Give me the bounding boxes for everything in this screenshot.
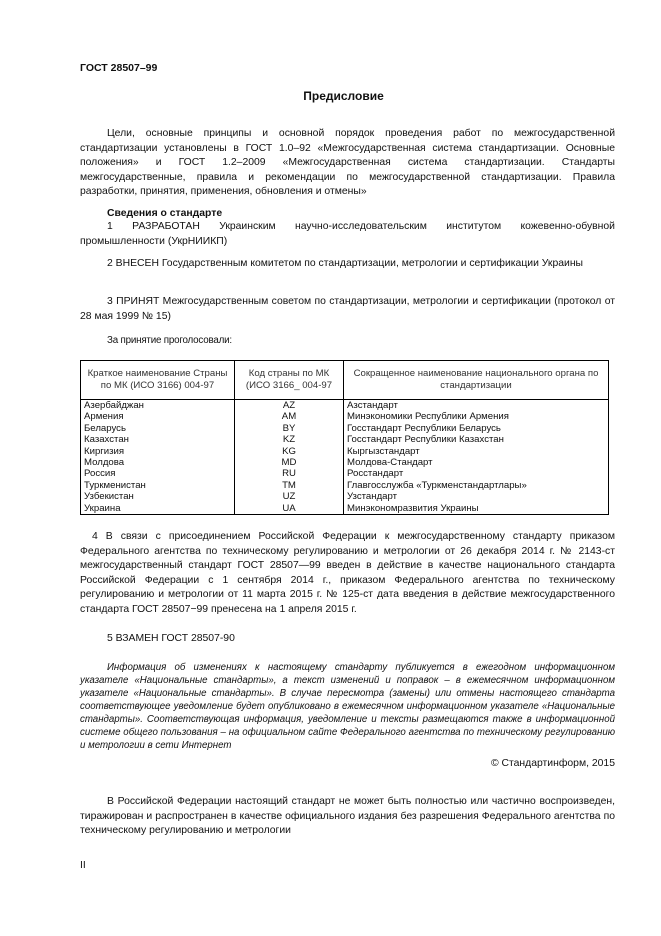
cell-organization: Госстандарт Республики Казахстан	[344, 434, 609, 445]
cell-country: Узбекистан	[81, 491, 235, 502]
item-2: 2 ВНЕСЕН Государственным комитетом по стандартизации, метрологии и сертификации Украины	[107, 258, 584, 269]
table-row	[81, 457, 609, 468]
item-5: 5 ВЗАМЕН ГОСТ 28507-90	[107, 633, 235, 644]
cell-organization: Минэкономики Республики Армения	[344, 411, 609, 422]
voting-table	[80, 360, 609, 515]
item-1: 1 РАЗРАБОТАН Украинским научно-исследовательским институтом кожевенно-обувной промышленности (УкрНИИКП)	[80, 221, 615, 247]
cell-country: Азербайджан	[81, 400, 235, 412]
document-header: ГОСТ 28507–99	[80, 62, 158, 74]
table-row	[81, 480, 609, 491]
column-header: Сокращенное наименование национального органа по стандартизации	[344, 361, 609, 400]
cell-organization: Росстандарт	[344, 468, 609, 479]
cell-organization: Узстандарт	[344, 491, 609, 502]
cell-country: Армения	[81, 411, 235, 422]
notice-paragraph: Информация об изменениях к настоящему стандарту публикуется в ежегодном информационном указателе «Национальные стандарты», а текст изменений и поправок – в ежемесячном информационном указателе «Национальные стандарты». В случае пересмотра (замены) или отмены настоящего стандарта соответствующее уведомление будет опубликовано в ежемесячном информационном указателе «Национальные стандарты». Соответствующая информация, уведомление и тексты размещаются также в информационной системе общего пользования – на официальном сайте Федерального агентства по техническому регулированию и метрологии в сети Интернет	[80, 662, 615, 751]
cell-organization: Главгосслужба «Туркменстандартлары»	[344, 480, 609, 491]
table-row	[81, 491, 609, 502]
table-row	[81, 411, 609, 422]
cell-organization: Кыргызстандарт	[344, 446, 609, 457]
table-row	[81, 423, 609, 434]
item-3: 3 ПРИНЯТ Межгосударственным советом по стандартизации, метрологии и сертификации (протокол от 28 мая 1999 № 15)	[80, 296, 615, 322]
cell-code: UZ	[235, 491, 344, 502]
cell-country: Туркменистан	[81, 480, 235, 491]
cell-country: Беларусь	[81, 423, 235, 434]
info-heading: Сведения о стандарте	[107, 208, 223, 219]
cell-code: UA	[235, 503, 344, 515]
cell-organization: Госстандарт Республики Беларусь	[344, 423, 609, 434]
cell-organization: Азстандарт	[344, 400, 609, 412]
intro-paragraph: Цели, основные принципы и основной порядок проведения работ по межгосударственной стандартизации установлены в ГОСТ 1.0–92 «Межгосударственная система стандартизации. Основные положения» и ГОСТ 1.2–2009 «Межгосударственная система стандартизации. Стандарты межгосударственные, правила и рекомендации по межгосударственной стандартизации. Правила разработки, принятия, применения, обновления и отмены»	[80, 128, 615, 198]
table-row	[81, 468, 609, 479]
cell-code: AZ	[235, 400, 344, 412]
item-4: 4 В связи с присоединением Российской Федерации к межгосударственному стандарту приказом Федерального агентства по техническому регулированию и метрологии от 26 декабря 2014 г. № 2143-ст межгосударственный стандарт ГОСТ 28507—99 введен в действие в качестве национального стандарта Российской Федерации с 1 сентября 2014 г., приказом Федерального агентства по техническому регулированию и метрологии от 11 марта 2015 г. № 125-ст дата введения в действие межгосударственного стандарта ГОСТ 28507−99 пренесена на 1 апреля 2015 г.	[80, 531, 615, 615]
cell-code: BY	[235, 423, 344, 434]
cell-organization: Минэкономразвития Украины	[344, 503, 609, 515]
cell-organization: Молдова-Стандарт	[344, 457, 609, 468]
table-row	[81, 400, 609, 412]
cell-country: Киргизия	[81, 446, 235, 457]
cell-code: AM	[235, 411, 344, 422]
cell-code: TM	[235, 480, 344, 491]
page-title: Предисловие	[303, 89, 384, 103]
column-header: Краткое наименование Страны по МК (ИСО 3166) 004-97	[81, 361, 235, 400]
cell-code: MD	[235, 457, 344, 468]
cell-code: KG	[235, 446, 344, 457]
copyright: © Стандартинформ, 2015	[490, 758, 615, 769]
table-row	[81, 446, 609, 457]
rights-paragraph: В Российской Федерации настоящий стандарт не может быть полностью или частично воспроизведен, тиражирован и распространен в качестве официального издания без разрешения Федерального агентства по техническому регулированию и метрологии	[80, 796, 615, 837]
cell-country: Украина	[81, 503, 235, 515]
page-number: II	[80, 860, 86, 871]
table-row	[81, 503, 609, 515]
voted-label: За принятие проголосовали:	[107, 335, 232, 346]
cell-code: RU	[235, 468, 344, 479]
column-header: Код страны по МК (ИСО 3166_ 004-97	[235, 361, 344, 400]
table-row	[81, 434, 609, 445]
cell-country: Россия	[81, 468, 235, 479]
cell-country: Молдова	[81, 457, 235, 468]
cell-country: Казахстан	[81, 434, 235, 445]
cell-code: KZ	[235, 434, 344, 445]
